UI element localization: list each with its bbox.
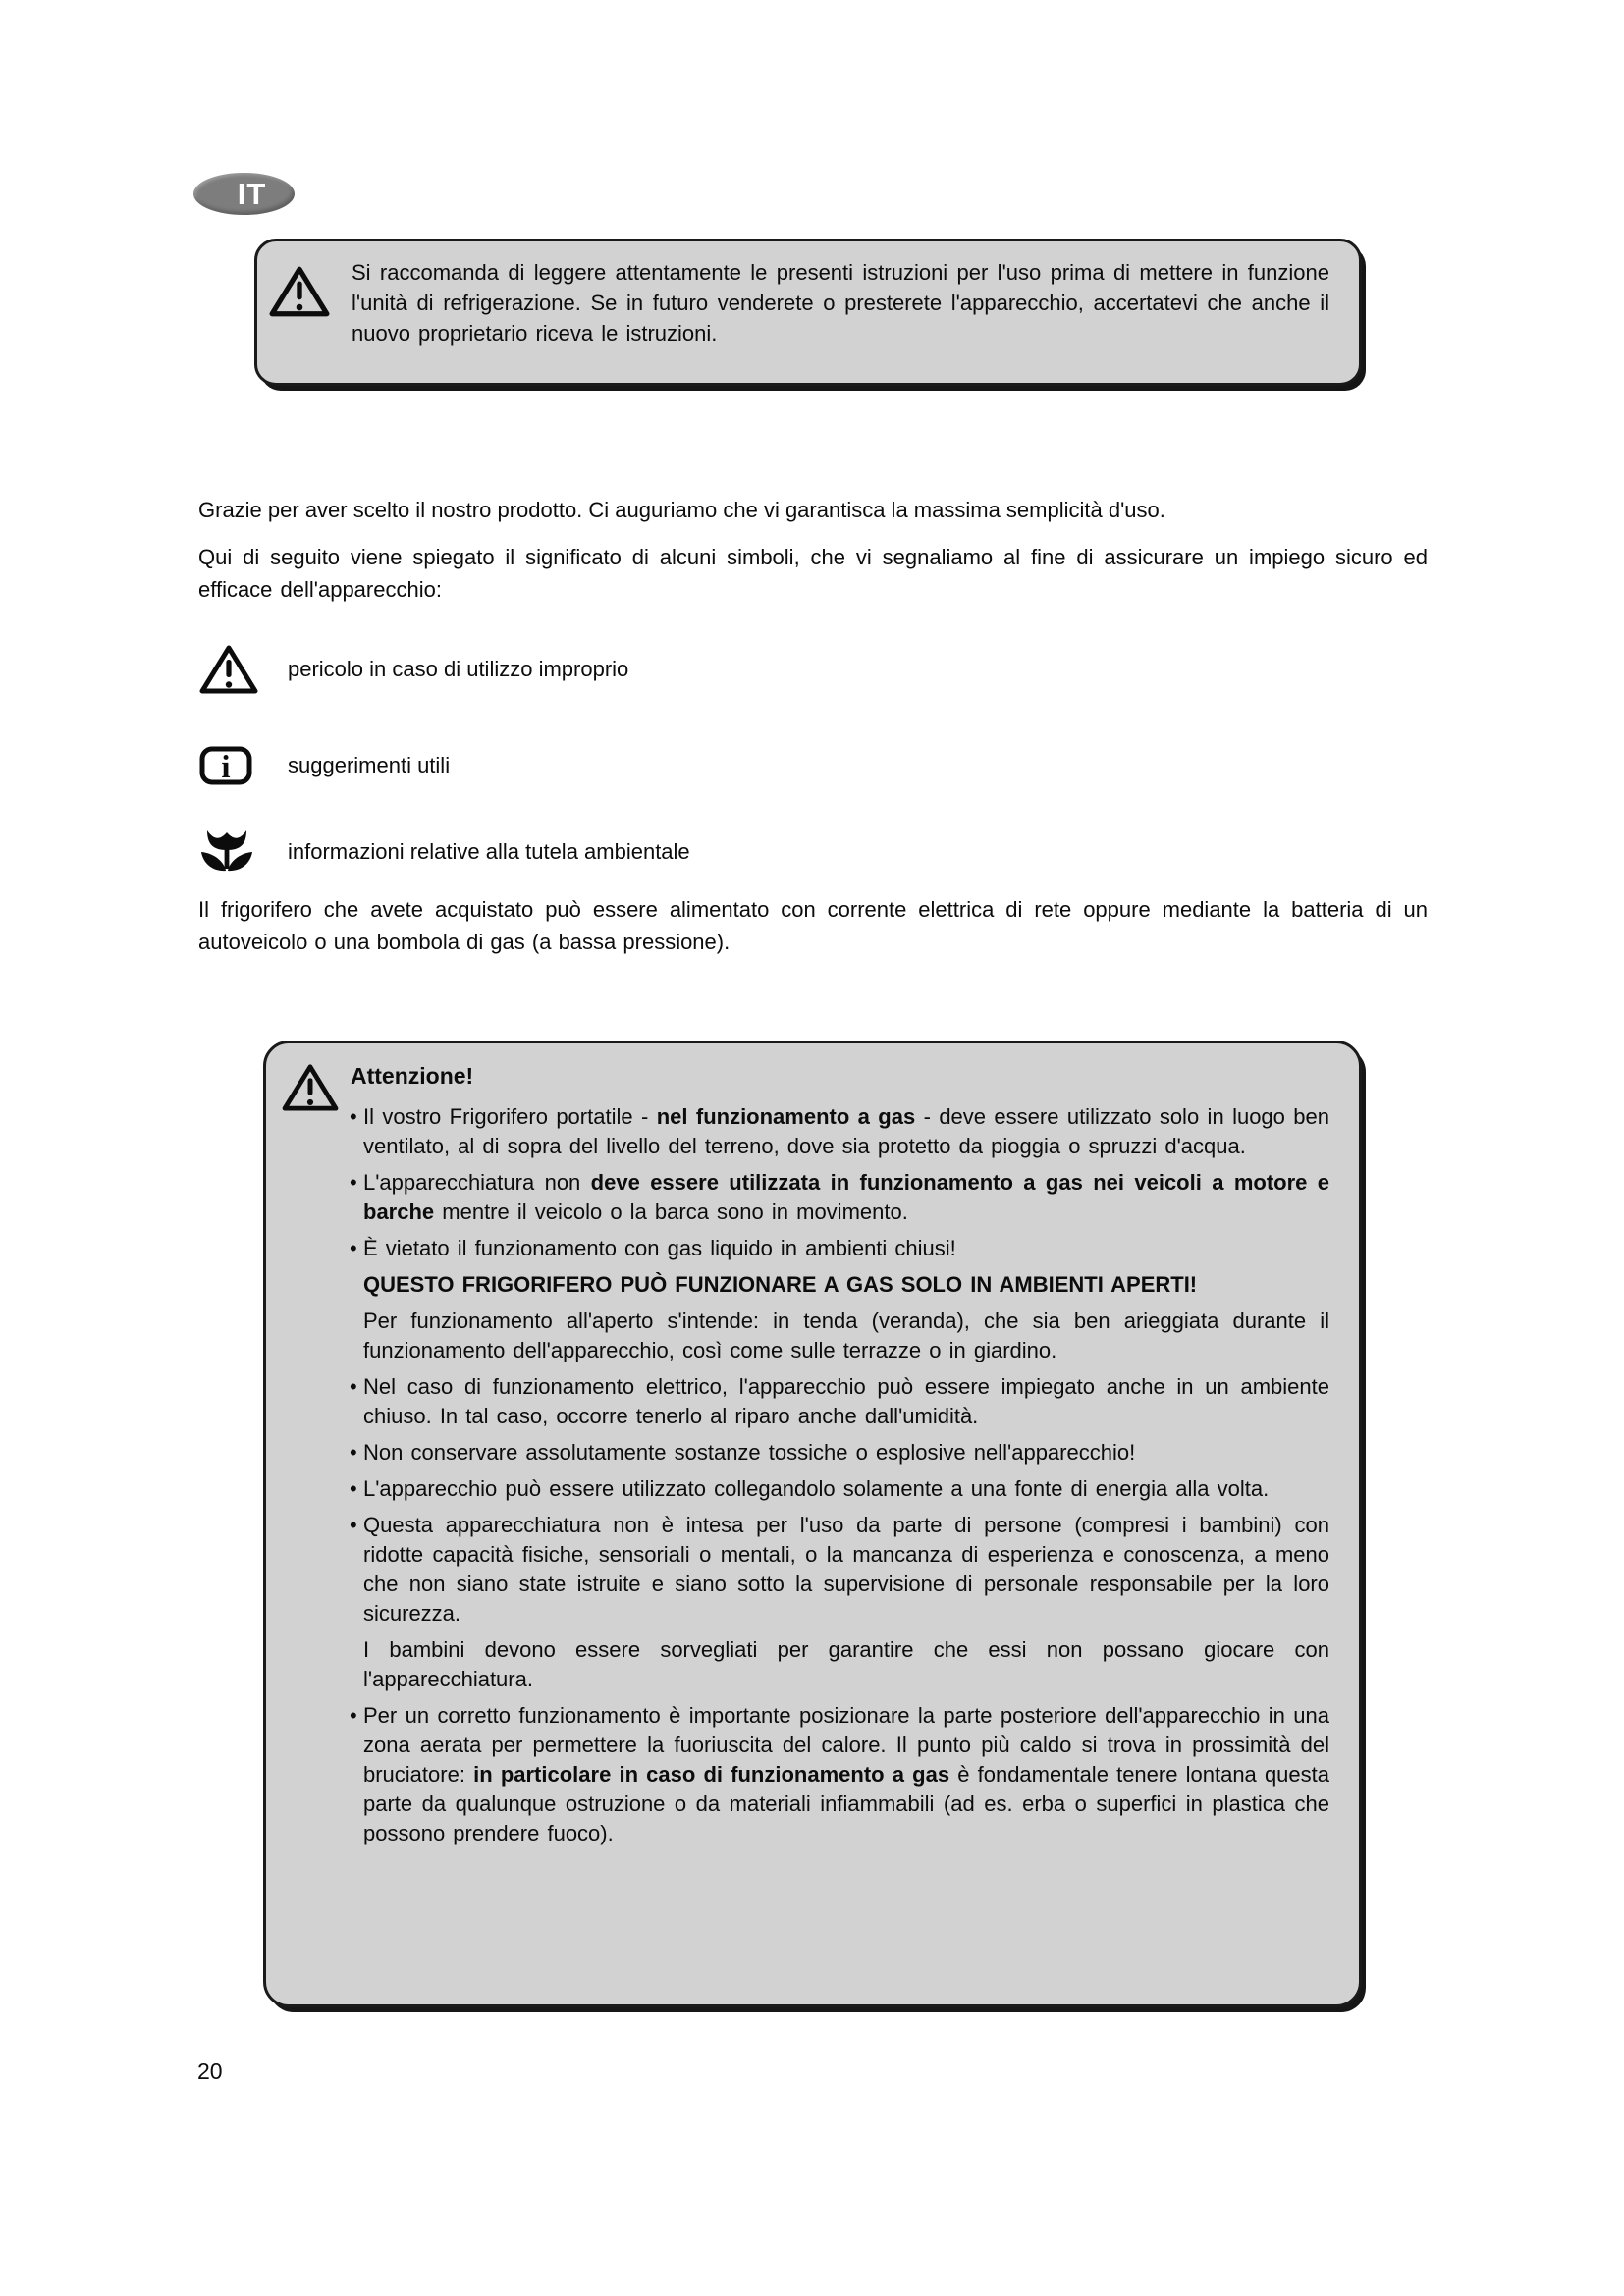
attention-bullet-item: • Questa apparecchiatura non è intesa per l'uso da parte di persone (compresi i bambini) con ridotte capacità fisiche, sensoriali o mentali, o la mancanza di esperienza e conoscenza, a meno che non siano state istruite e siano sotto la supervisione di personale responsabile per la loro sicurezza. <box>350 1513 1329 1626</box>
svg-text:i: i <box>221 750 231 785</box>
symbol-label-environment: informazioni relative alla tutela ambientale <box>288 839 690 864</box>
attention-bullet-item: • L'apparecchio può essere utilizzato collegandolo solamente a una fonte di energia alla volta. <box>351 1474 1329 1504</box>
bullet-marker: • <box>350 1374 357 1399</box>
top-warning-box <box>254 239 1362 386</box>
bullet-marker: • <box>350 1440 357 1465</box>
language-badge <box>193 173 295 215</box>
symbols-intro-paragraph: Qui di seguito viene spiegato il significato di alcuni simboli, che vi segnaliamo al fine di assicurare un impiego sicuro ed efficace dell'apparecchio: <box>198 545 1428 602</box>
symbol-label-tips: suggerimenti utili <box>288 753 451 777</box>
bullet-marker: • <box>350 1513 357 1537</box>
intro-paragraph: Grazie per aver scelto il nostro prodotto. Ci auguriamo che vi garantisca la massima semplicità d'uso. <box>198 498 1165 522</box>
bullet-marker: • <box>350 1104 357 1129</box>
symbol-row-danger <box>199 644 628 695</box>
symbol-label-danger: pericolo in caso di utilizzo improprio <box>288 657 629 681</box>
bullet-marker: • <box>350 1170 357 1195</box>
page-number: 20 <box>197 2058 223 2084</box>
bullet-marker: • <box>350 1476 357 1501</box>
attention-bullet-item: • Il vostro Frigorifero portatile - nel funzionamento a gas - deve essere utilizzato solo in luogo ben ventilato, al di sopra del livello del terreno, dove sia protetto da pioggia o spruzzi d'acqua. <box>350 1104 1329 1158</box>
attention-bullet-item: • Non conservare assolutamente sostanze tossiche o esplosive nell'apparecchio! <box>351 1438 1329 1468</box>
attention-bullet-item: • Per un corretto funzionamento è importante posizionare la parte posteriore dell'apparecchio in una zona aerata per permettere la fuoriuscita del calore. Il punto più caldo si trova in prossimità del bruciatore: in particolare in caso di funzionamento a gas è fondamentale tenere lontana questa parte da qualunque ostruzione o da materiali infiammabili (ad es. erba o superfici in plastica che possono prendere fuoco). <box>350 1703 1330 1845</box>
warning-triangle-icon <box>199 644 260 695</box>
attention-box <box>263 1041 1362 2007</box>
attention-paragraph: QUESTO FRIGORIFERO PUÒ FUNZIONARE A GAS SOLO IN AMBIENTI APERTI! <box>363 1272 1198 1297</box>
tulip-icon <box>199 829 260 875</box>
attention-paragraph: Per funzionamento all'aperto s'intende: in tenda (veranda), che sia ben arieggiata durante il funzionamento dell'apparecchio, così come sulle terrazze o in giardino. <box>363 1308 1329 1362</box>
attention-items <box>351 1102 1329 1848</box>
attention-bullet-item: • È vietato il funzionamento con gas liquido in ambienti chiusi! <box>351 1234 1329 1263</box>
language-badge-label: IT <box>237 176 267 211</box>
symbol-row-environment <box>199 828 690 876</box>
attention-paragraph: I bambini devono essere sorvegliati per garantire che essi non possano giocare con l'apparecchiatura. <box>363 1637 1329 1691</box>
warning-triangle-icon <box>269 265 330 323</box>
bullet-marker: • <box>350 1236 357 1260</box>
symbol-row-tips <box>199 744 450 787</box>
attention-bullet-item: • Nel caso di funzionamento elettrico, l'apparecchio può essere impiegato anche in un ambiente chiuso. In tal caso, occorre tenerlo al riparo anche dall'umidità. <box>350 1374 1329 1428</box>
power-note-paragraph: Il frigorifero che avete acquistato può essere alimentato con corrente elettrica di rete oppure mediante la batteria di un autoveicolo o una bombola di gas (a bassa pressione). <box>198 897 1428 954</box>
top-warning-text: Si raccomanda di leggere attentamente le presenti istruzioni per l'uso prima di mettere in funzione l'unità di refrigerazione. Se in futuro venderete o presterete l'apparecchio, accertatevi che anche il nuovo proprietario riceva le istruzioni. <box>352 260 1329 346</box>
attention-bullet-item: • L'apparecchiatura non deve essere utilizzata in funzionamento a gas nei veicoli a motore e barche mentre il veicolo o la barca sono in movimento. <box>350 1170 1329 1224</box>
attention-title: Attenzione! <box>351 1063 474 1089</box>
attention-content <box>351 1061 1329 1848</box>
warning-triangle-icon <box>282 1063 339 1117</box>
info-icon <box>199 746 260 785</box>
bullet-marker: • <box>350 1703 357 1728</box>
